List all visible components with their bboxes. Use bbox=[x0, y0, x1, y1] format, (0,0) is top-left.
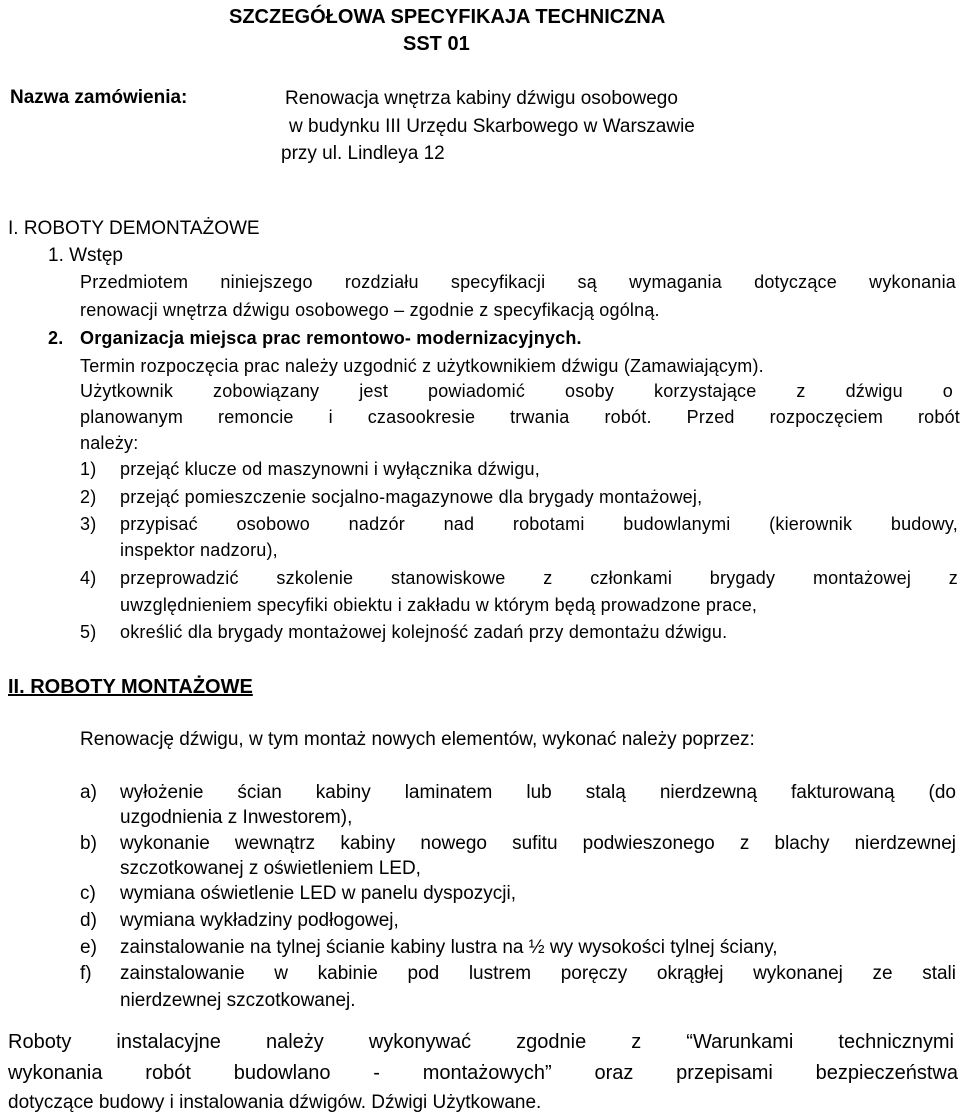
list-item-number: 1) bbox=[80, 459, 97, 479]
list-item-text: przejąć pomieszczenie socjalno-magazynowe dla brygady montażowej, bbox=[120, 487, 703, 507]
letter-item-text: wykonanie wewnątrz kabiny nowego sufitu podwieszonego z blachy nierdzewnej bbox=[120, 833, 956, 854]
letter-item-text: zainstalowanie na tylnej ścianie kabiny lustra na ½ wy wysokości tylnej ściany, bbox=[120, 937, 778, 958]
letter-item-marker: f) bbox=[80, 963, 92, 984]
list-item-text: przypisać osobowo nadzór nad robotami budowlanymi (kierownik budowy, bbox=[120, 514, 958, 534]
order-value-line3: przy ul. Lindleya 12 bbox=[281, 143, 445, 164]
paragraph-line3: planowanym remoncie i czasookresie trwania robót. Przed rozpoczęciem robót bbox=[80, 407, 960, 427]
section2-heading: II. ROBOTY MONTAŻOWE bbox=[8, 676, 253, 698]
list-item-text: przejąć klucze od maszynowni i wyłącznika dźwigu, bbox=[120, 459, 540, 479]
list-item-text: określić dla brygady montażowej kolejność zadań przy demontażu dźwigu. bbox=[120, 622, 728, 642]
letter-item-text: zainstalowanie w kabinie pod lustrem poręczy okrągłej wykonanej ze stali bbox=[120, 963, 956, 984]
list-item-number: 2) bbox=[80, 487, 97, 507]
closing-line3: dotyczące budowy i instalowania dźwigów. Dźwigi Użytkowane. bbox=[8, 1092, 542, 1113]
paragraph-line1: Termin rozpoczęcia prac należy uzgodnić z użytkownikiem dźwigu (Zamawiającym). bbox=[80, 356, 764, 376]
list-item-number: 5) bbox=[80, 622, 97, 642]
letter-item-text: wymiana wykładziny podłogowej, bbox=[120, 910, 399, 931]
order-value-line2: w budynku III Urzędu Skarbowego w Warszawie bbox=[289, 116, 695, 137]
letter-item-marker: e) bbox=[80, 937, 97, 958]
closing-line1: Roboty instalacyjne należy wykonywać zgodnie z “Warunkami technicznymi bbox=[8, 1031, 954, 1053]
letter-item-text: wyłożenie ścian kabiny laminatem lub stalą nierdzewną fakturowaną (do bbox=[120, 782, 956, 803]
section1-heading: I. ROBOTY DEMONTAŻOWE bbox=[8, 218, 260, 239]
letter-item-marker: a) bbox=[80, 782, 97, 803]
order-label: Nazwa zamówienia: bbox=[10, 87, 188, 108]
closing-line2: wykonania robót budowlano - montażowych” oraz przepisami bezpieczeństwa bbox=[8, 1062, 958, 1084]
document-code: SST 01 bbox=[403, 33, 470, 55]
subsection1-line1: Przedmiotem niniejszego rozdziału specyfikacji są wymagania dotyczące wykonania bbox=[80, 272, 956, 292]
document-title: SZCZEGÓŁOWA SPECYFIKAJA TECHNICZNA bbox=[229, 6, 666, 28]
paragraph-line4: należy: bbox=[80, 433, 139, 453]
letter-item-text: wymiana oświetlenie LED w panelu dyspozycji, bbox=[120, 883, 517, 904]
list-item-text-continued: inspektor nadzoru), bbox=[120, 540, 278, 560]
subsection2-heading: Organizacja miejsca prac remontowo- modernizacyjnych. bbox=[80, 328, 582, 348]
section2-intro: Renowację dźwigu, w tym montaż nowych elementów, wykonać należy poprzez: bbox=[80, 729, 755, 750]
letter-item-text-continued: szczotkowanej z oświetleniem LED, bbox=[120, 858, 421, 879]
order-value-line1: Renowacja wnętrza kabiny dźwigu osobowego bbox=[285, 88, 678, 109]
letter-item-marker: d) bbox=[80, 910, 97, 931]
subsection1-line2: renowacji wnętrza dźwigu osobowego – zgodnie z specyfikacją ogólną. bbox=[80, 300, 660, 320]
letter-item-text-continued: nierdzewnej szczotkowanej. bbox=[120, 990, 356, 1011]
letter-item-marker: b) bbox=[80, 833, 97, 854]
subsection1-heading: 1. Wstęp bbox=[48, 245, 123, 266]
list-item-number: 3) bbox=[80, 514, 97, 534]
paragraph-line2: Użytkownik zobowiązany jest powiadomić osoby korzystające z dźwigu o bbox=[80, 381, 953, 401]
list-item-number: 4) bbox=[80, 568, 97, 588]
letter-item-marker: c) bbox=[80, 883, 96, 904]
subsection2-number: 2. bbox=[48, 328, 64, 348]
letter-item-text-continued: uzgodnienia z Inwestorem), bbox=[120, 807, 353, 828]
list-item-text: przeprowadzić szkolenie stanowiskowe z członkami brygady montażowej z bbox=[120, 568, 958, 588]
list-item-text-continued: uwzględnieniem specyfiki obiektu i zakładu w którym będą prowadzone prace, bbox=[120, 595, 758, 615]
